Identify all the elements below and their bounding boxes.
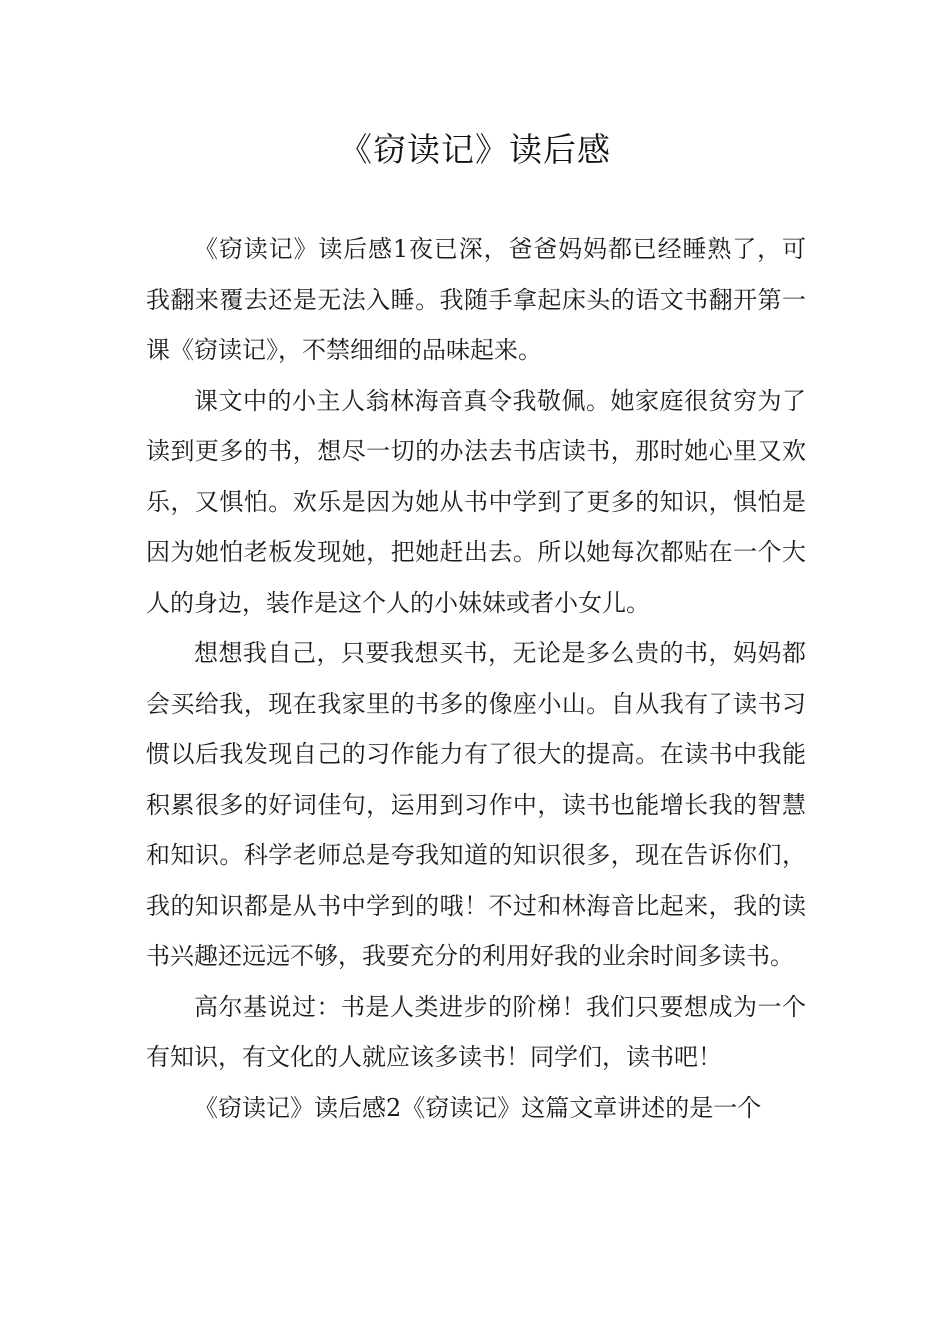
paragraph-2: 课文中的小主人翁林海音真令我敬佩。她家庭很贫穷为了读到更多的书，想尽一切的办法去书店读书，那时她心里又欢乐，又惧怕。欢乐是因为她从书中学到了更多的知识，惧怕是因为她怕老板发现她，把她赶出去。所以她每次都贴在一个大人的身边，装作是这个人的小妹妹或者小女儿。 bbox=[146, 386, 806, 617]
paragraph-3: 想想我自己，只要我想买书，无论是多么贵的书，妈妈都会买给我，现在我家里的书多的像座小山。自从我有了读书习惯以后我发现自己的习作能力有了很大的提高。在读书中我能积累很多的好词佳句，运用到习作中，读书也能增长我的智慧和知识。科学老师总是夸我知道的知识很多，现在告诉你们，我的知识都是从书中学到的哦！不过和林海音比起来，我的读书兴趣还远远不够，我要充分的利用好我的业余时间多读书。 bbox=[146, 639, 806, 970]
paragraph-1: 《窃读记》读后感1夜已深，爸爸妈妈都已经睡熟了，可我翻来覆去还是无法入睡。我随手拿起床头的语文书翻开第一课《窃读记》，不禁细细的品味起来。 bbox=[146, 235, 806, 364]
paragraph-5: 《窃读记》读后感2《窃读记》这篇文章讲述的是一个 bbox=[194, 1093, 762, 1122]
document-title: 《窃读记》读后感 bbox=[339, 130, 611, 169]
paragraph-4: 高尔基说过：书是人类进步的阶梯！我们只要想成为一个有知识，有文化的人就应该多读书！同学们，读书吧！ bbox=[146, 992, 806, 1071]
document-body bbox=[146, 224, 806, 1133]
